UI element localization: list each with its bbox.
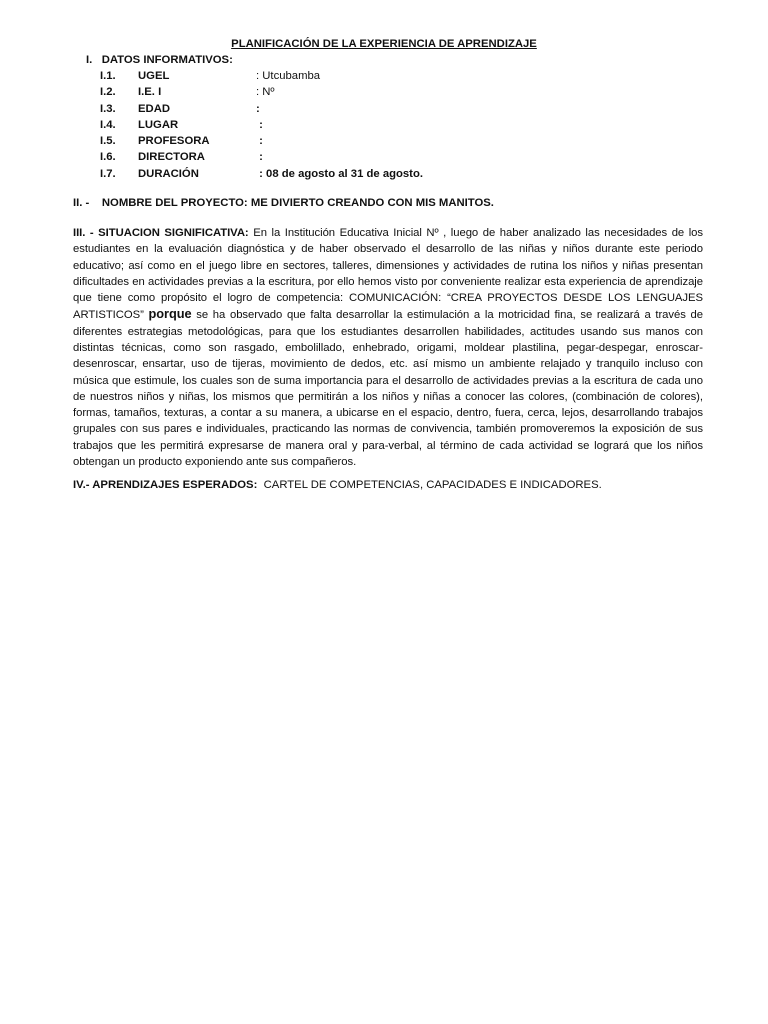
info-row-ugel (100, 68, 700, 84)
section-aprendizajes-esperados (73, 477, 602, 493)
info-number: I.4. (100, 118, 116, 131)
info-label: UGEL (138, 70, 170, 82)
info-value: : (256, 151, 263, 164)
info-number: I.5. (100, 135, 116, 148)
info-value: : (256, 118, 263, 131)
document-title: PLANIFICACIÓN DE LA EXPERIENCIA DE APRENDIZAJE (231, 38, 537, 50)
info-number: I.7. (100, 167, 116, 180)
section-nombre-proyecto: II. - NOMBRE DEL PROYECTO: ME DIVIERTO CREANDO CON MIS MANITOS. (73, 197, 494, 209)
info-value: : Utcubamba (256, 70, 321, 82)
info-label: DURACIÓN (138, 167, 199, 180)
info-value: : Nº (256, 86, 275, 99)
info-value: : (256, 135, 263, 148)
info-row-lugar (100, 117, 700, 133)
section-datos-informativos-heading: I. DATOS INFORMATIVOS: (86, 54, 233, 66)
porque-word: porque (148, 306, 192, 322)
section-situacion-significativa (73, 225, 703, 470)
situacion-text-part2: se ha observado que falta desarrollar la estimulación a la motricidad fina, se realizará a través de diferentes estrategias metodológicas, para que los estudiantes desarrollen habilidades, actitudes usando sus manos con distintas técnicas, como son rasgado, embolillado, enhebrado, origami, moldear plastilina, pegar-despegar, enroscar-desenroscar, ensartar, uso de tijeras, movimiento de dedos, etc. así mismo un ambiente relajado y tranquilo incluso con música que estimule, los cuales son de suma importancia para el desarrollo de actividades previas a la escritura de cada uno de nuestros niños y niñas, los mismos que permitirán a los niños y niñas a conocer las colores, (combinación de colores), formas, tamaños, texturas, a contar a su manera, a ubicarse en el espacio, dentro, fuera, cerca, lejos, desarrollando trabajos grupales con sus pares e individuales, practicando las normas de convivencia, también promoveremos la exposición de sus trabajos que les permitirá expresarse de manera oral y para-verbal, al término de cada actividad se logrará que los niños obtengan un producto exponiendo ante sus compañeros. (73, 309, 703, 468)
info-row-ie (100, 84, 700, 100)
info-number: I.3. (100, 102, 116, 115)
situacion-significativa-heading: III. - SITUACION SIGNIFICATIVA: (73, 227, 249, 239)
situacion-text-part1: En la Institución Educativa Inicial Nº , luego de haber analizado las necesidades de los estudiantes en la evaluación diagnóstica y de haber observado el desarrollo de las niñas y niños durante este periodo educativo; así como en el juego libre en sectores, talleres, dimensiones y actividades de rutina los niños y niñas presentan dificultades en actividades previas a la escritura, por ello hemos visto por conveniente realizar esta experiencia de aprendizaje que tiene como propósito el logro de competencia: COMUNICACIÓN: “CREA PROYECTOS DESDE LOS LENGUAJES ARTISTICOS” (73, 227, 704, 322)
info-label: PROFESORA (138, 135, 210, 148)
info-row-profesora (100, 133, 700, 149)
aprendizajes-esperados-heading: IV.- APRENDIZAJES ESPERADOS: (73, 479, 258, 491)
info-value: : (256, 102, 260, 115)
info-label: EDAD (138, 102, 171, 115)
info-label: DIRECTORA (138, 151, 205, 164)
datos-informativos-list (100, 68, 700, 182)
info-row-edad (100, 101, 700, 117)
info-number: I.6. (100, 151, 116, 164)
info-value: : 08 de agosto al 31 de agosto. (256, 167, 423, 180)
info-row-duracion (100, 166, 700, 182)
info-number: I.1. (100, 70, 116, 82)
info-number: I.2. (100, 86, 116, 99)
info-label: LUGAR (138, 118, 179, 131)
aprendizajes-esperados-text: CARTEL DE COMPETENCIAS, CAPACIDADES E INDICADORES. (257, 479, 602, 491)
info-row-directora (100, 149, 700, 165)
info-label: I.E. I (138, 86, 162, 99)
